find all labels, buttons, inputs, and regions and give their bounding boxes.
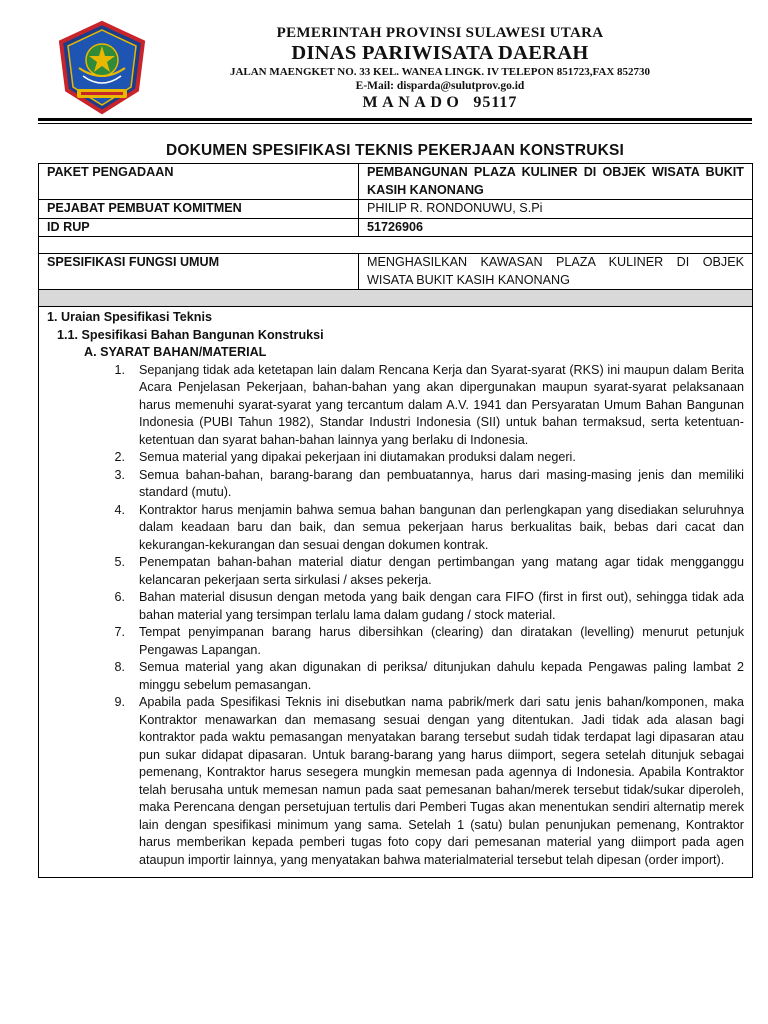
table-row xyxy=(39,200,753,219)
item-text: Apabila pada Spesifikasi Teknis ini disebutkan nama pabrik/merk dari satu jenis bahan/komponen, maka Kontraktor menawarkan dan memasang sesuai dengan yang ditentukan. Jadi tidak ada alasan bagi kontraktor pada waktu pemasangan menyatakan barang tersebut sudah tidak terdapat lagi dipasaran atau pun sukar didapat dipasaran. Untuk barang-barang yang harus diimport, segera setelah ditunjuk sebagai pemenang, Kontraktor harus sesegera mungkin memesan pada agennya di Indonesia. Apabila Kontraktor telah berusaha untuk memesan namun pada saat pemesanan bahan/merek tersebut tidak/sukar diperoleh, maka Perencana dengan persetujuan tertulis dari Pemberi Tugas akan menentukan sendiri alternatip merek lain dengan spesifikasi minimum yang sama. Setelah 1 (satu) bulan penunjukan pemenang, Kontraktor harus memberikan kepada pemberi tugas foto copy dari pemesanan material yang diimport pada agen ataupun importir lainnya, yang menyatakan bahwa materialmaterial tersebut telah dipesan (order import). xyxy=(139,695,744,867)
city-postcode xyxy=(140,93,740,112)
row-key: PEJABAT PEMBUAT KOMITMEN xyxy=(39,200,359,219)
letterhead-rule-thin xyxy=(38,123,752,124)
document-title: DOKUMEN SPESIFIKASI TEKNIS PEKERJAAN KONSTRUKSI xyxy=(165,142,625,159)
list-item xyxy=(47,362,744,450)
item-number: 9. xyxy=(114,695,125,709)
postcode: 95117 xyxy=(473,94,518,111)
spec-table xyxy=(38,163,753,878)
letterhead-rule-thick xyxy=(38,118,752,121)
list-item xyxy=(47,624,744,659)
item-number: 4. xyxy=(114,502,125,517)
item-text: Penempatan bahan-bahan material diatur dengan pertimbangan yang matang agar tidak mengganggu kelancaran pekerjaan serta sirkulasi / akses pekerja. xyxy=(139,555,744,587)
item-number: 6. xyxy=(114,590,125,604)
agency-name: DINAS PARIWISATA DAERAH xyxy=(291,42,589,64)
row-value: MENGHASILKAN KAWASAN PLAZA KULINER DI OBJEK WISATA BUKIT KASIH KANONANG xyxy=(359,254,753,290)
table-row-shaded xyxy=(39,290,753,307)
agency-address: JALAN MAENGKET NO. 33 KEL. WANEA LINGK. IV TELEPON 851723,FAX 852730 xyxy=(229,66,651,78)
item-text: Sepanjang tidak ada ketetapan lain dalam Rencana Kerja dan Syarat-syarat (RKS) ini maupun dalam Berita Acara Penjelasan Pekerjaan, bahan-bahan yang akan dipergunakan maupun syarat-syarat pelaksanaan harus memenuhi syarat-syarat yang tercantum dalam A.V. 1941 dan Persyaratan Umum Bahan Bangunan Indonesia (PUBI Tahun 1982), Standar Industri Indonesia (SII) untuk bahan termaksud, serta ketentuan-ketentuan dan syarat bahan-bahan lainnya yang berlaku di Indonesia. xyxy=(139,362,744,447)
list-item xyxy=(47,659,744,694)
row-value: PHILIP R. RONDONUWU, S.Pi xyxy=(359,200,753,219)
subsection-heading: 1.1. Spesifikasi Bahan Bangunan Konstruksi xyxy=(57,327,324,342)
agency-email: E-Mail: disparda@sulutprov.go.id xyxy=(355,80,525,92)
list-item xyxy=(47,589,744,624)
item-text: Semua material yang akan digunakan di periksa/ ditunjukan dahulu kepada Pengawas paling lambat 2 minggu sebelum pemasangan. xyxy=(139,660,744,692)
table-row-content xyxy=(39,307,753,878)
section-content xyxy=(47,309,744,873)
item-number: 1. xyxy=(114,362,125,377)
table-row xyxy=(39,218,753,237)
letterhead xyxy=(140,24,740,112)
item-text: Kontraktor harus menjamin bahwa semua bahan bangunan dan perlengkapan yang disediakan seluruhnya dalam keadaan baru dan baik, dan semua pekerjaan harus berkualitas baik, bebas dari cacat dan kekurangan-kekurangan dan sesuai dengan dokumen kontrak. xyxy=(139,502,744,552)
government-name: PEMERINTAH PROVINSI SULAWESI UTARA xyxy=(276,25,604,41)
list-item xyxy=(47,467,744,502)
item-text: Semua material yang dipakai pekerjaan ini diutamakan produksi dalam negeri. xyxy=(139,450,576,464)
item-text: Semua bahan-bahan, barang-barang dan pembuatannya, harus dari masing-masing jenis dan memiliki standard (mutu). xyxy=(139,467,744,499)
row-value: PEMBANGUNAN PLAZA KULINER DI OBJEK WISATA BUKIT KASIH KANONANG xyxy=(359,164,753,200)
requirements-list xyxy=(47,362,744,870)
table-row xyxy=(39,254,753,290)
list-item xyxy=(47,694,744,869)
material-requirements-heading: A. SYARAT BAHAN/MATERIAL xyxy=(84,345,267,359)
item-number: 2. xyxy=(114,450,125,464)
list-item xyxy=(47,449,744,467)
list-item xyxy=(47,554,744,589)
item-number: 3. xyxy=(114,467,125,482)
item-number: 5. xyxy=(114,555,125,569)
row-value: 51726906 xyxy=(359,218,753,237)
table-row xyxy=(39,164,753,200)
city: MANADO xyxy=(362,94,464,111)
row-key: ID RUP xyxy=(39,218,359,237)
list-item xyxy=(47,502,744,555)
item-number: 7. xyxy=(114,625,125,639)
item-text: Tempat penyimpanan barang harus dibersihkan (clearing) dan diratakan (levelling) menurut petunjuk Pengawas Lapangan. xyxy=(139,625,744,657)
row-key: SPESIFIKASI FUNGSI UMUM xyxy=(39,254,359,290)
table-row-empty xyxy=(39,237,753,254)
row-key: PAKET PENGADAAN xyxy=(39,164,359,200)
item-number: 8. xyxy=(114,660,125,674)
section-heading: 1. Uraian Spesifikasi Teknis xyxy=(47,310,212,324)
item-text: Bahan material disusun dengan metoda yang baik dengan cara FIFO (first in first out), sehingga tidak ada bahan material yang tersimpan terlalu lama dalam gudang / stock material. xyxy=(139,590,744,622)
provincial-emblem-logo xyxy=(57,20,147,115)
